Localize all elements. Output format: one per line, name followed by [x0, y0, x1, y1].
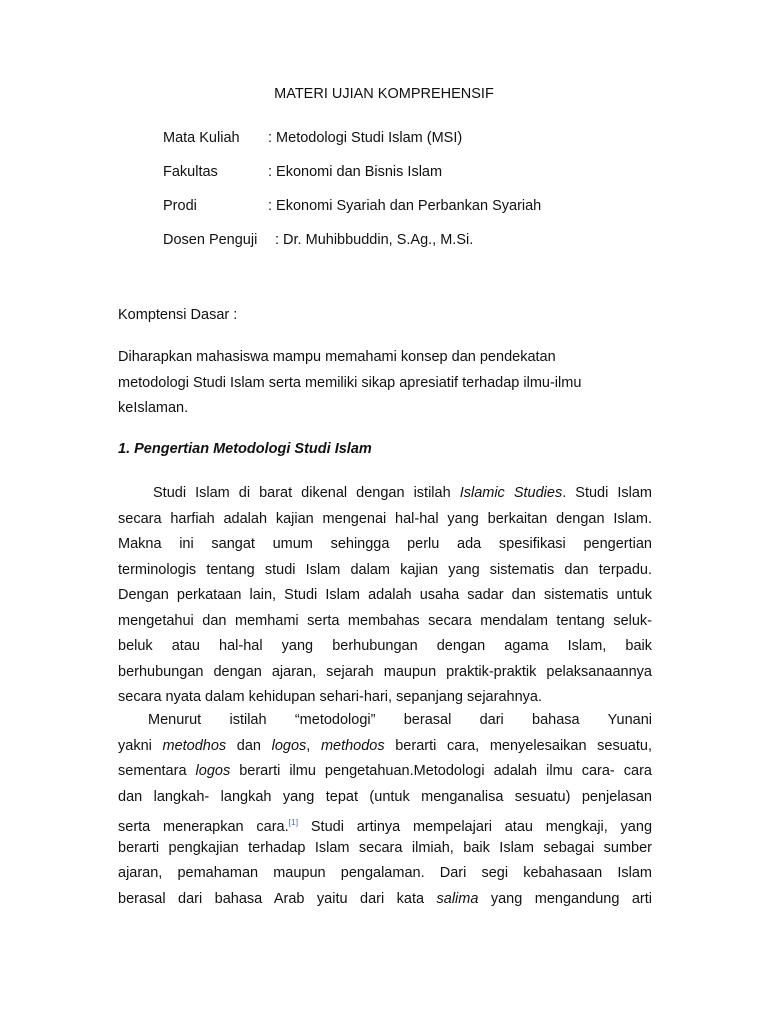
text-run-italic: logos [271, 737, 307, 754]
meta-row-fakultas [163, 164, 442, 180]
meta-label: Fakultas [163, 164, 218, 180]
competency-line: Diharapkan mahasiswa mampu memahami konsep dan pendekatan [118, 349, 556, 365]
meta-row-mata-kuliah [163, 130, 462, 146]
text-run: . Studi Islam [562, 485, 652, 501]
paragraph-studi-islam [118, 481, 652, 711]
section-heading: 1. Pengertian Metodologi Studi Islam [118, 441, 372, 457]
meta-row-dosen-penguji [163, 232, 473, 248]
meta-label: Prodi [163, 198, 197, 214]
meta-value: : Ekonomi dan Bisnis Islam [268, 164, 443, 180]
competency-label: Komptensi Dasar : [118, 307, 238, 323]
meta-value: : Ekonomi Syariah dan Perbankan Syariah [268, 198, 542, 214]
footnote-link[interactable]: [1] [288, 817, 299, 827]
paragraph-line: mengetahui dan memhami serta membahas secara mendalam tentang seluk- [118, 612, 652, 629]
competency-paragraph [118, 345, 653, 422]
text-run: berarti cara, menyelesaikan sesuatu, [384, 737, 652, 754]
meta-label: Dosen Penguji [163, 232, 258, 248]
paragraph-line: Dengan perkataan lain, Studi Islam adalah usaha sadar dan sistematis untuk [118, 587, 652, 603]
paragraph-line: secara harfiah adalah kajian mengenai hal-hal yang berkaitan dengan Islam. [118, 510, 652, 527]
text-run-italic: methodos [320, 737, 385, 754]
meta-label: Mata Kuliah [163, 130, 240, 146]
paragraph-line: beluk atau hal-hal yang berhubungan dengan agama Islam, baik [118, 638, 652, 654]
paragraph-line: dan langkah- langkah yang tepat (untuk menganalisa sesuatu) penjelasan [118, 788, 652, 805]
text-run-italic: logos [195, 763, 231, 779]
paragraph-line [118, 759, 652, 785]
competency-line: keIslaman. [118, 400, 189, 416]
text-run: serta menerapkan cara. [118, 819, 289, 835]
meta-row-prodi [163, 198, 541, 214]
text-run-italic: Islamic Studies [459, 485, 563, 501]
paragraph-line: terminologis tentang studi Islam dalam kajian yang sistematis dan terpadu. [118, 561, 652, 578]
paragraph-line [118, 734, 652, 760]
text-run-italic: salima [436, 890, 479, 907]
paragraph-line [118, 887, 652, 913]
paragraph-line [118, 481, 652, 507]
text-run: sementara [118, 763, 196, 779]
paragraph-line: berhubungan dengan ajaran, sejarah maupun praktik-praktik pelaksanaannya [118, 663, 652, 680]
paragraph-line: secara nyata dalam kehidupan sehari-hari, sepanjang sejarahnya. [118, 689, 542, 705]
meta-value: : Dr. Muhibbuddin, S.Ag., M.Si. [275, 232, 474, 248]
text-run-italic: metodhos [162, 737, 227, 754]
paragraph-line: berarti pengkajian terhadap Islam secara ilmiah, baik Islam sebagai sumber [118, 839, 652, 856]
paragraph-line: Menurut istilah “metodologi” berasal dari bahasa Yunani [148, 712, 652, 728]
text-run: berasal dari bahasa Arab yaitu dari kata [118, 890, 437, 907]
paragraph-line: ajaran, pemahaman maupun pengalaman. Dari segi kebahasaan Islam [118, 865, 652, 881]
paragraph-metodologi [118, 708, 652, 912]
paragraph-line: Makna ini sangat umum sehingga perlu ada spesifikasi pengertian [118, 536, 652, 552]
competency-line: metodologi Studi Islam serta memiliki sikap apresiatif terhadap ilmu-ilmu [118, 374, 582, 391]
meta-value: : Metodologi Studi Islam (MSI) [268, 130, 463, 146]
document-title: MATERI UJIAN KOMPREHENSIF [274, 86, 494, 102]
paragraph-line [118, 810, 652, 836]
text-run: Studi Islam di barat dikenal dengan istilah [153, 485, 460, 501]
text-run: yang mengandung arti [478, 890, 652, 907]
text-run: Studi artinya mempelajari atau mengkaji, yang [298, 819, 653, 835]
text-run: berarti ilmu pengetahuan.Metodologi adalah ilmu cara- cara [230, 763, 652, 779]
text-run: , [306, 737, 321, 754]
text-run: dan [226, 737, 272, 754]
text-run: yakni [118, 737, 163, 754]
